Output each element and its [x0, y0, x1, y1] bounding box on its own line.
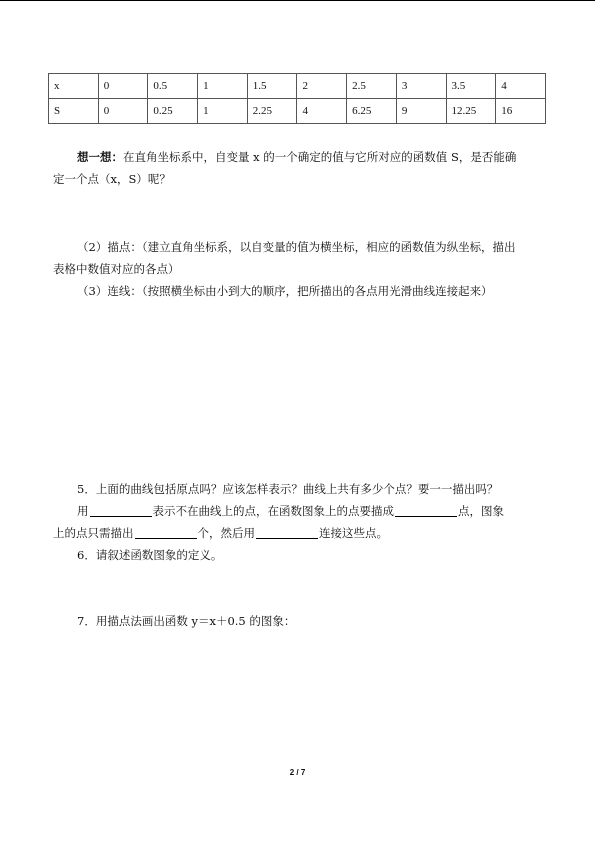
- table-cell: 0: [98, 99, 148, 124]
- q5-line-3: [53, 522, 543, 544]
- q5-seg-6: 连接这些点。: [319, 526, 388, 540]
- table-cell: 12.25: [446, 99, 496, 124]
- table-cell: 1: [198, 99, 248, 124]
- q5-seg-5: 个，然后用: [197, 526, 255, 540]
- q5-line-2: [53, 500, 543, 522]
- step2-paragraph: [53, 236, 543, 280]
- table-cell: 0.5: [148, 74, 198, 99]
- q5-seg-1: 用: [77, 504, 89, 518]
- table-cell: 16: [496, 99, 546, 124]
- fill-blank-4[interactable]: [256, 526, 318, 539]
- table-cell: 1: [198, 74, 248, 99]
- question-7: 7．用描点法画出函数 y＝x＋0.5 的图象：: [77, 614, 296, 628]
- fill-blank-1[interactable]: [90, 504, 152, 517]
- q5-seg-4: 上的点只需描出: [53, 526, 134, 540]
- table-cell: 3: [396, 74, 446, 99]
- q5-seg-2: 表示不在曲线上的点，在函数图象上的点要描成: [152, 504, 394, 518]
- q5-line-1: 5．上面的曲线包括原点吗？应该怎样表示？曲线上共有多少个点？要一一描出吗？: [77, 482, 499, 496]
- table-cell: 4: [496, 74, 546, 99]
- table-cell: 0.25: [148, 99, 198, 124]
- value-table: [48, 73, 546, 124]
- table-cell: 0: [98, 74, 148, 99]
- question-6: 6．请叙述函数图象的定义。: [77, 548, 223, 562]
- table-row-x: [49, 74, 546, 99]
- think-text-1: 在直角坐标系中，自变量 x 的一个确定的值与它所对应的函数值 S，是否能确: [123, 150, 517, 164]
- question-5: [53, 478, 543, 544]
- think-label: 想一想：: [77, 150, 123, 164]
- value-table-body: [49, 74, 546, 124]
- table-cell: x: [49, 74, 99, 99]
- step2-line-1: （2）描点：（建立直角坐标系，以自变量的值为横坐标，相应的函数值为纵坐标，描出: [77, 240, 516, 254]
- table-cell: S: [49, 99, 99, 124]
- table-cell: 6.25: [347, 99, 397, 124]
- table-cell: 1.5: [247, 74, 297, 99]
- table-cell: 2.25: [247, 99, 297, 124]
- think-paragraph: [53, 146, 543, 190]
- think-line-2: 定一个点（x，S）呢？: [53, 172, 171, 186]
- fill-blank-2[interactable]: [395, 504, 457, 517]
- page-number: 2 / 7: [289, 768, 306, 777]
- table-cell: 4: [297, 99, 347, 124]
- step2-line-2: 表格中数值对应的各点）: [53, 262, 180, 276]
- table-cell: 2.5: [347, 74, 397, 99]
- table-row-s: [49, 99, 546, 124]
- top-rule: [0, 0, 595, 1]
- table-cell: 3.5: [446, 74, 496, 99]
- fill-blank-3[interactable]: [135, 526, 197, 539]
- think-line-1: [53, 146, 543, 168]
- table-cell: 9: [396, 99, 446, 124]
- table-cell: 2: [297, 74, 347, 99]
- step3-paragraph: （3）连线：（按照横坐标由小到大的顺序，把所描出的各点用光滑曲线连接起来）: [77, 284, 493, 298]
- q5-seg-3: 点，图象: [458, 504, 504, 518]
